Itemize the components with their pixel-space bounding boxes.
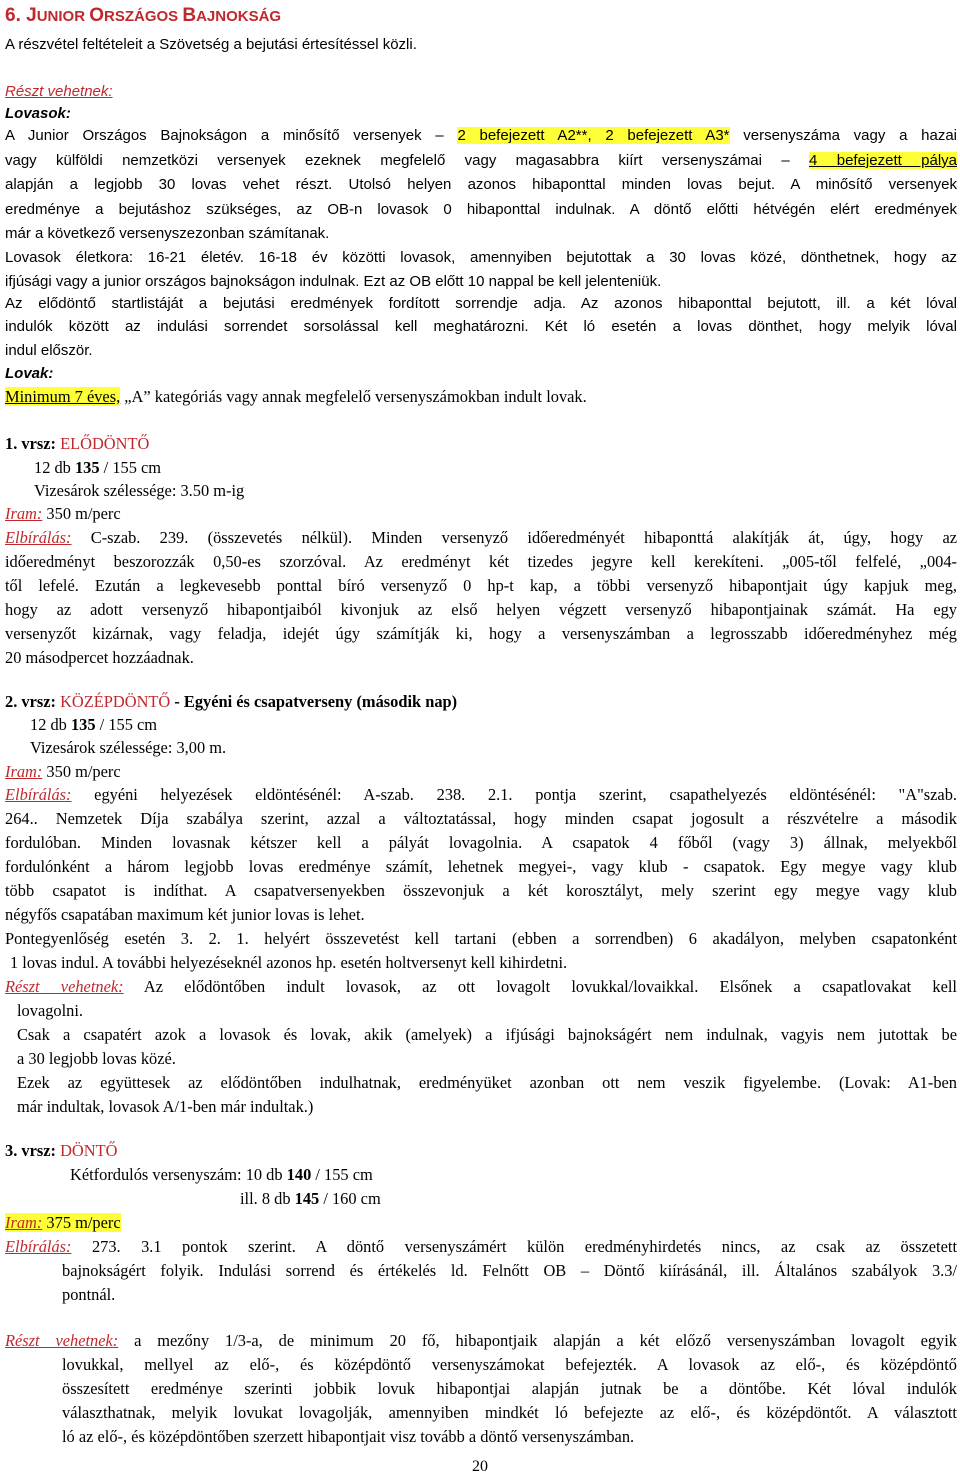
event-1-fences (34, 457, 960, 478)
event-2-participants: Csak a csapatért azok a lovasok és lovak, akik (amelyek) a ifjúsági bajnokságért nem indulnak, vagyis nem jutottak be (17, 1025, 957, 1044)
text-run: 135 (70, 715, 96, 734)
event-2-participants: lovagolni. (17, 1001, 84, 1020)
event-3-fences (240, 1188, 960, 1209)
heading-part: O (89, 5, 104, 26)
riders-label: Lovasok: (5, 105, 71, 122)
final-participants (5, 1330, 957, 1351)
event-2-judging: több csapatot is indíthat. A csapatversenyekben összevonjuk a két korosztályt, mely szerint egy megye vagy klub (5, 881, 957, 900)
riders-line (5, 125, 957, 146)
event-title: KÖZÉPDÖNTŐ (55, 692, 171, 711)
riders-line: ifjúsági vagy a junior országos bajnokságon indulnak. Ezt az OB előtt 10 nappal be kell jelenteniük. (5, 273, 662, 290)
event-1-judging (5, 527, 957, 548)
judging-label: Elbírálás: (5, 528, 72, 547)
text-run: / 155 cm (95, 715, 158, 734)
event-1-judging: 20 másodpercet hozzáadnak. (5, 648, 194, 667)
event-2-participants (5, 976, 957, 997)
event-2-participants: Ezek az együttesek az elődöntőben indulhatnak, eredményüket azonban ott nem veszik figyelembe. (Lovak: A1-ben (17, 1073, 957, 1092)
text-run: Kétfordulós versenyszám: 10 db (70, 1165, 287, 1184)
horses-line (5, 386, 957, 407)
event-3-speed (5, 1212, 957, 1233)
text-run: A Junior Országos Bajnokságon a minősítő versenyek – (5, 127, 458, 144)
heading-part: B (182, 5, 197, 26)
highlighted-text: 2 befejezett A2**, 2 befejezett A3* (457, 127, 730, 144)
event-2-judging: fordulónként a három legjobb lovas eredménye számít, lehetnek megyei-, vagy klub - csapatok. Egy megye vagy klub (5, 857, 957, 876)
event-1-speed (5, 503, 957, 524)
participants-label: Részt vehetnek: (5, 1331, 119, 1350)
text-run: / 155 cm (99, 458, 162, 477)
riders-line: indul először. (5, 342, 93, 359)
event-3-judging: pontnál. (62, 1285, 116, 1304)
heading-number: 6. (5, 5, 21, 26)
participants-label: Részt vehetnek: (5, 83, 113, 100)
heading-part: RSZÁGOS (104, 8, 183, 25)
riders-line: Az elődöntő startlistáját a bejutási eredmények fordított sorrendje adja. Az azonos hibaponttal bejutott, ill. a két lóval (5, 295, 957, 312)
event-number: 3. vrsz: (5, 1141, 56, 1160)
text-run: 12 db (30, 715, 71, 734)
event-2-speed (5, 761, 957, 782)
event-3-fences (70, 1164, 960, 1185)
text-run: 135 (74, 458, 100, 477)
riders-line (5, 150, 957, 171)
event-2-judging: négyfős csapatában maximum két junior lovas is lehet. (5, 905, 365, 924)
event-2-fences (30, 714, 960, 735)
event-1-water: Vizesárok szélessége: 3.50 m-ig (34, 481, 245, 500)
event-1-judging: hogy az adott versenyző hibapontjaiból kivonjuk az első helyen végzett versenyző hibapontjainak számát. Ha egy (5, 600, 957, 619)
text-run: „A” kategóriás vagy annak megfelelő versenyszámokban indult lovak. (120, 387, 587, 406)
event-2-tiebreak: Pontegyenlőség esetén 3. 2. 1. helyért összevetést kell tartani (ebben a sorrendben) 6 akadályon, melyben csapatonként (5, 929, 957, 948)
participants-label: Részt vehetnek: (5, 977, 124, 996)
final-participants: ló az elő-, és középdöntőben szerzett hibapontjait visz tovább a döntő versenyszámban. (62, 1427, 635, 1446)
event-title: ELŐDÖNTŐ (55, 434, 150, 453)
final-participants: választhatnak, melyik lovukat lovagolják, amennyiben mindkét ló befejezte az elő-, és középdöntőt. A választott (62, 1403, 957, 1422)
highlighted-text: 4 befejezett pálya (809, 152, 957, 169)
text-run: Az elődöntőben indult lovasok, az ott lovagolt lovukkal/lovaikkal. Elsőnek a csapatlovakat kell (123, 977, 957, 996)
event-2-participants: a 30 legjobb lovas közé. (17, 1049, 176, 1068)
heading-part: UNIOR (36, 8, 90, 25)
event-2-water: Vizesárok szélessége: 3,00 m. (30, 738, 227, 757)
text-run: 273. 3.1 pontok szerint. A döntő versenyszámért külön eredményhirdetés nincs, az csak az összetett (71, 1237, 957, 1256)
event-2-judging: fordulóban. Minden lovasnak kétszer kell a pályát lovagolnia. A csapatok 4 főből (vagy 3) állnak, melyekből (5, 833, 957, 852)
page-number: 20 (472, 1458, 488, 1475)
highlighted-text: Minimum 7 éves, (5, 387, 121, 406)
speed-highlight (5, 1213, 121, 1232)
section-heading (5, 4, 957, 29)
event-3-judging: bajnokságért folyik. Indulási sorrend és értékelés ld. Felnőtt OB – Döntő kiírásánál, ill. Általános szabályok 3.3/ (62, 1261, 957, 1280)
text-run: 16-18 év közötti lovasok, amennyiben bejutottak a 30 lovas közé, dönthetnek, hogy az (243, 249, 957, 266)
text-run: C-szab. 239. (összevetés nélkül). Minden versenyző időeredményét hibaponttá alakítják át, úgy, hogy az (71, 528, 957, 547)
event-1-judging: időeredményt beszorozzák 0,50-es szorzóval. Az eredményt két tizedes jegyre kell kerekíteni. „005-től felfelé, „004- (5, 552, 957, 571)
event-1-judging: versenyzőt kizárnak, vagy feladja, idejét úgy számítják ki, hogy a versenyszámban a legrosszabb időeredményhez még (5, 624, 957, 643)
heading-part: J (26, 5, 37, 26)
riders-line: eredménye a bejutáshoz szükséges, az OB-n lovasok 0 hibaponttal indulnak. A döntő előtti hétvégén elért eredmények (5, 201, 957, 218)
text-run: 145 (294, 1189, 320, 1208)
horses-label: Lovak: (5, 365, 54, 382)
text-run: Lovasok életkora: 16-21 életév. (5, 249, 244, 266)
riders-line: alapján a legjobb 30 lovas vehet részt. Utolsó helyen azonos hibaponttal minden lovas bejut. A minősítő versenyek (5, 176, 957, 193)
speed-value: 350 m/perc (42, 504, 121, 523)
text-run: ill. 8 db (240, 1189, 295, 1208)
riders-line: már a következő versenyszezonban számítanak. (5, 225, 330, 242)
event-2-judging: 264.. Nemzetek Díja szabálya szerint, azzal a változtatással, hogy minden csapat jogosult a részvételre a második (5, 809, 957, 828)
text-run: 140 (286, 1165, 312, 1184)
riders-line: indulók között az indulási sorrendet sorsolással kell meghatározni. Két ló esetén a lovas dönthet, hogy melyik lóval (5, 318, 957, 335)
intro-text: A részvétel feltételeit a Szövetség a bejutási értesítéssel közli. (5, 36, 417, 53)
heading-part: AJNOKSÁG (196, 8, 282, 25)
event-2-tiebreak: 1 lovas indul. A további helyezéseknél azonos hp. esetén holtversenyt kell kihirdetni. (10, 953, 568, 972)
text-run: / 160 cm (319, 1189, 381, 1208)
text-run: vagy külföldi nemzetközi versenyek ezeknek megfelelő vagy magasabbra kiírt versenyszámai – (5, 152, 810, 169)
judging-label: Elbírálás: (5, 785, 72, 804)
speed-label: Iram: (5, 504, 43, 523)
speed-value: 350 m/perc (42, 762, 121, 781)
speed-label: Iram: (5, 762, 43, 781)
judging-label: Elbírálás: (5, 1237, 72, 1256)
event-2-title (5, 691, 957, 712)
riders-line (5, 247, 957, 268)
text-run: a mezőny 1/3-a, de minimum 20 fő, hibapontjaik alapján a két előző versenyszámban lovagolt egyik (118, 1331, 957, 1350)
text-run: / 155 cm (311, 1165, 373, 1184)
final-participants: összesített eredménye szerinti jobbik lovuk hibapontjai alapján jutnak be a döntőbe. Két lóval indulók (62, 1379, 957, 1398)
event-subtitle: - Egyéni és csapatverseny (második nap) (170, 692, 458, 711)
event-1-title (5, 433, 957, 454)
text-run: versenyszáma vagy a hazai (729, 127, 957, 144)
event-number: 2. vrsz: (5, 692, 56, 711)
event-2-judging (5, 784, 957, 805)
final-participants: lovukkal, mellyel az elő-, és középdöntő versenyszámokat befejezték. A lovasok az elő-, és középdöntő (62, 1355, 957, 1374)
speed-label: Iram: (5, 1213, 43, 1232)
event-3-title (5, 1140, 957, 1161)
event-1-judging: től lefelé. Ezután a legkevesebb ponttal bíró versenyző 0 hp-t kap, a többi versenyző hibapontjait úgy kapjuk meg, (5, 576, 957, 595)
speed-value: 375 m/perc (42, 1213, 121, 1232)
text-run: 12 db (34, 458, 75, 477)
event-2-participants: már indultak, lovasok A/1-ben már indultak.) (17, 1097, 314, 1116)
event-title: DÖNTŐ (55, 1141, 118, 1160)
event-number: 1. vrsz: (5, 434, 56, 453)
event-3-judging (5, 1236, 957, 1257)
text-run: egyéni helyezések eldöntésénél: A-szab. 238. 2.1. pontja szerint, csapathelyezés eldöntésénél: "A"szab. (71, 785, 957, 804)
